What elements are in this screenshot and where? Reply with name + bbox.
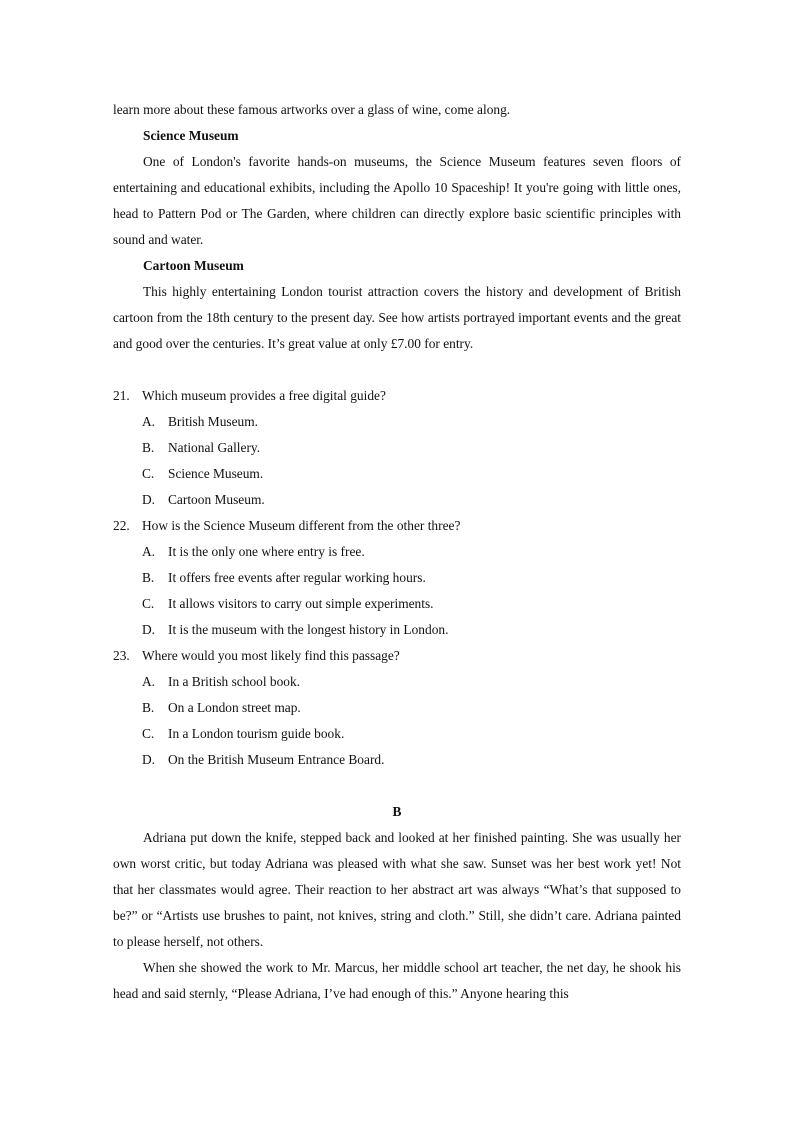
question-21-option-d (113, 487, 681, 513)
question-21-option-b (113, 435, 681, 461)
option-letter: B. (142, 570, 155, 585)
option-text: British Museum. (168, 414, 259, 429)
cartoon-museum-paragraph: This highly entertaining London tourist attraction covers the history and development of British cartoon from the 18th century to the present day. See how artists portrayed important events and the great and good over the centuries. It’s great value at only £7.00 for entry. (113, 284, 681, 351)
option-letter: D. (142, 492, 156, 507)
option-letter: B. (142, 440, 155, 455)
option-text: On a London street map. (168, 700, 301, 715)
question-21-option-c (113, 461, 681, 487)
question-22-option-a (113, 539, 681, 565)
question-text: Which museum provides a free digital guide? (142, 388, 386, 403)
option-text: It offers free events after regular working hours. (168, 570, 426, 585)
science-museum-heading: Science Museum (143, 128, 239, 143)
option-letter: C. (142, 466, 155, 481)
option-text: It allows visitors to carry out simple experiments. (168, 596, 434, 611)
option-letter: B. (142, 700, 155, 715)
question-22-option-b (113, 565, 681, 591)
question-23 (113, 643, 681, 669)
section-b-title: B (392, 804, 402, 819)
option-text: It is the only one where entry is free. (168, 544, 365, 559)
option-text: Science Museum. (168, 466, 264, 481)
option-letter: D. (142, 622, 156, 637)
option-letter: C. (142, 726, 155, 741)
continued-text-line: learn more about these famous artworks over a glass of wine, come along. (113, 102, 511, 117)
question-number: 22. (113, 518, 130, 533)
question-22 (113, 513, 681, 539)
section-b-paragraph-2: When she showed the work to Mr. Marcus, her middle school art teacher, the net day, he shook his head and said sternly, “Please Adriana, I’ve had enough of this.” Anyone hearing this (113, 960, 681, 1001)
option-text: On the British Museum Entrance Board. (168, 752, 385, 767)
question-23-option-c (113, 721, 681, 747)
section-b-paragraph-1: Adriana put down the knife, stepped back and looked at her finished painting. She was usually her own worst critic, but today Adriana was pleased with what she saw. Sunset was her best work yet! Not that her classmates would agree. Their reaction to her abstract art was always “What’s that supposed to be?” or “Artists use brushes to paint, not knives, string and cloth.” Still, she didn’t care. Adriana painted to please herself, not others. (113, 830, 681, 949)
option-letter: A. (142, 414, 156, 429)
option-text: In a London tourism guide book. (168, 726, 345, 741)
option-text: It is the museum with the longest history in London. (168, 622, 449, 637)
question-number: 21. (113, 388, 130, 403)
question-22-option-c (113, 591, 681, 617)
question-23-option-b (113, 695, 681, 721)
option-letter: A. (142, 674, 156, 689)
question-21-option-a (113, 409, 681, 435)
science-museum-paragraph: One of London's favorite hands-on museums, the Science Museum features seven floors of entertaining and educational exhibits, including the Apollo 10 Spaceship! It you're going with little ones, head to Pattern Pod or The Garden, where children can directly explore basic scientific principles with sound and water. (113, 154, 681, 247)
option-text: In a British school book. (168, 674, 301, 689)
question-22-option-d (113, 617, 681, 643)
question-text: How is the Science Museum different from the other three? (142, 518, 461, 533)
spacer (113, 357, 681, 383)
spacer (113, 773, 681, 799)
cartoon-museum-heading: Cartoon Museum (143, 258, 244, 273)
document-page (113, 97, 681, 1007)
option-letter: C. (142, 596, 155, 611)
question-text: Where would you most likely find this passage? (142, 648, 400, 663)
option-letter: D. (142, 752, 156, 767)
question-23-option-a (113, 669, 681, 695)
option-letter: A. (142, 544, 156, 559)
question-23-option-d (113, 747, 681, 773)
question-21 (113, 383, 681, 409)
question-number: 23. (113, 648, 130, 663)
option-text: Cartoon Museum. (168, 492, 265, 507)
option-text: National Gallery. (168, 440, 261, 455)
